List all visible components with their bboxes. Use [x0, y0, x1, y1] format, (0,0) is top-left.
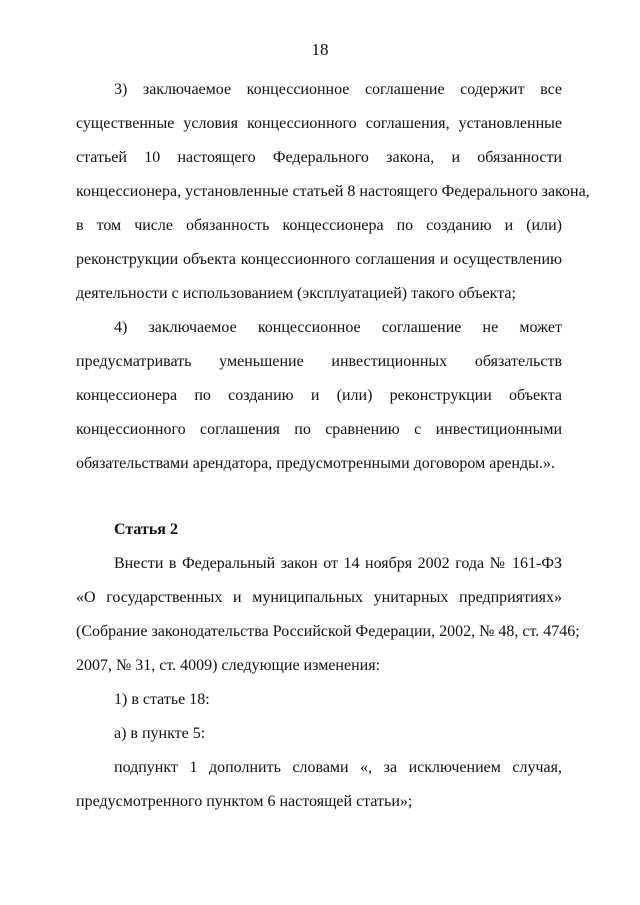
article-line: (Собрание законодательства Российской Федерации, 2002, № 48, ст. 4746; [76, 623, 580, 640]
paragraph-line: концессионера, установленные статьей 8 настоящего Федерального закона, [76, 183, 590, 200]
page-number: 18 [311, 40, 329, 59]
paragraph-line: реконструкции объекта концессионного соглашения и осуществлению [76, 251, 562, 268]
paragraph-line: подпункт 1 дополнить словами «, за исключением случая, [114, 759, 562, 776]
paragraph-line: предусматривать уменьшение инвестиционных обязательств [76, 353, 562, 370]
paragraph-line: статьей 10 настоящего Федерального закона, и обязанности [76, 149, 562, 166]
paragraph-line: существенные условия концессионного соглашения, установленные [76, 115, 562, 132]
article-heading: Статья 2 [114, 521, 178, 538]
article-line: «О государственных и муниципальных унитарных предприятиях» [76, 589, 562, 606]
paragraph-line: концессионера по созданию и (или) реконструкции объекта [76, 387, 562, 404]
list-item: а) в пункте 5: [114, 725, 206, 742]
paragraph-line: 3) заключаемое концессионное соглашение содержит все [114, 81, 562, 98]
article-line: 2007, № 31, ст. 4009) следующие изменения: [76, 657, 381, 674]
paragraph-line: в том числе обязанность концессионера по созданию и (или) [76, 217, 562, 234]
article-line: Внести в Федеральный закон от 14 ноября 2002 года № 161-ФЗ [114, 555, 562, 572]
paragraph-line: деятельности с использованием (эксплуатацией) такого объекта; [76, 285, 516, 302]
paragraph-line: предусмотренного пунктом 6 настоящей статьи»; [76, 793, 413, 810]
paragraph-line: 4) заключаемое концессионное соглашение не может [114, 319, 562, 336]
list-item: 1) в статье 18: [114, 691, 210, 708]
paragraph-line: концессионного соглашения по сравнению с инвестиционными [76, 421, 562, 438]
paragraph-line: обязательствами арендатора, предусмотренными договором аренды.». [76, 455, 555, 472]
